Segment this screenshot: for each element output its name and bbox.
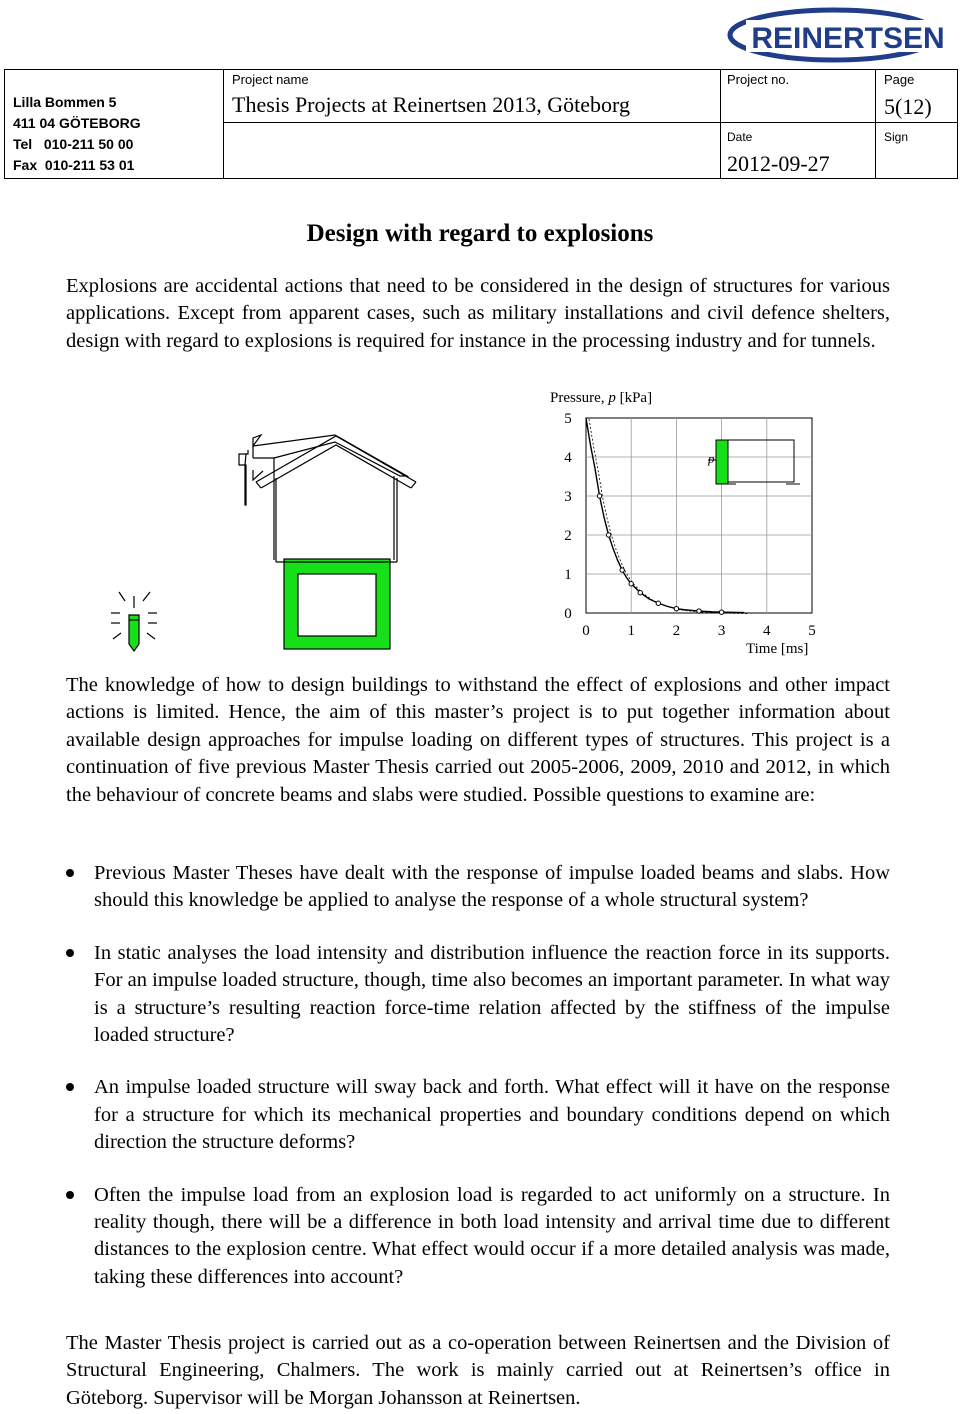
chart-y-tick-label: 3 [564, 489, 572, 505]
list-item: Previous Master Theses have dealt with the response of impulse loaded beams and slabs. How should this knowledge be applied to analyse the response of a whole structural system? [66, 860, 890, 915]
bullet-icon [66, 1074, 76, 1101]
chart-point [697, 609, 701, 613]
bullet-icon [66, 860, 76, 887]
chart-point [620, 568, 624, 572]
chart-y-tick-label: 2 [564, 528, 572, 544]
closing-paragraph: The Master Thesis project is carried out as a co-operation between Reinertsen and the Division of Structural Engineering, Chalmers. The work is mainly carried out at Reinertsen’s office in Göteborg. Supervisor will be Morgan Johansson at Reinertsen. [66, 1332, 890, 1409]
date-value: 2012-09-27 [727, 151, 830, 176]
project-no-label: Project no. [727, 72, 790, 87]
bullet-icon [66, 1182, 76, 1209]
list-item: Often the impulse load from an explosion load is regarded to act uniformly on a structure. In reality though, there will be a difference in both load intensity and arrival time due to different distances to the explosion centre. What effect would occur if a more detailed analysis was made, taking these differences into account? [66, 1182, 890, 1292]
chart-plot [530, 388, 830, 668]
chart-y-tick-label: 5 [564, 411, 572, 427]
chart-xlabel: Time [ms] [746, 641, 809, 657]
sign-label: Sign [884, 130, 909, 144]
project-name: Thesis Projects at Reinertsen 2013, Göteborg [232, 92, 630, 117]
list-item: An impulse loaded structure will sway back and forth. What effect will it have on the response for a structure for which its mechanical properties and boundary conditions depend on which direction the structure deforms? [66, 1074, 890, 1156]
inset-wall [716, 440, 728, 484]
bullet-icon [66, 940, 76, 967]
chart-point [606, 533, 610, 537]
chart-point [674, 607, 678, 611]
chart-x-tick-label: 5 [808, 623, 816, 639]
project-name-label: Project name [232, 72, 309, 87]
list-item: In static analyses the load intensity and distribution influence the reaction force in its supports. For an impulse loaded structure, though, time also becomes an important parameter. In what way is a structure’s resulting reaction force-time relation affected by the stiffness of the impulse loaded structure? [66, 940, 890, 1050]
chart-ylabel: Pressure, p [kPa] [550, 390, 653, 406]
house-roof [256, 436, 416, 562]
explosion-illustration [108, 430, 438, 655]
chart-point [656, 601, 660, 605]
chart-x-tick-label: 1 [627, 623, 635, 639]
svg-text:REINERTSEN: REINERTSEN [751, 22, 945, 55]
explosion-icon [111, 592, 157, 651]
address-street: Lilla Bommen 5 [13, 94, 117, 110]
company-address [13, 92, 141, 176]
pressure-chart [530, 388, 830, 668]
house-drawing [239, 435, 407, 649]
chart-y-tick-label: 4 [564, 450, 572, 466]
date-label: Date [727, 130, 753, 144]
chart-x-tick-label: 0 [582, 623, 590, 639]
chart-x-tick-label: 4 [763, 623, 771, 639]
company-logo [724, 6, 952, 64]
chart-point [629, 582, 633, 586]
chart-point [719, 610, 723, 614]
inset-label: p [708, 451, 715, 466]
page-label: Page [884, 72, 915, 87]
intro-paragraph: Explosions are accidental actions that need to be considered in the design of structures for various applications. Except from apparent cases, such as military installations and civil defence shelters, design with regard to explosions is required for instance in the processing industry and for tunnels. [66, 275, 890, 352]
body-paragraph: The knowledge of how to design buildings to withstand the effect of explosions and other impact actions is limited. Hence, the aim of this master’s project is to put together information about available design approaches for impulse loading on different types of structures. This project is a continuation of five previous Master Thesis carried out 2005-2006, 2009, 2010 and 2012, in which the behaviour of concrete beams and slabs were studied. Possible questions to examine are: [66, 674, 890, 806]
address-fax: Fax 010-211 53 01 [13, 157, 135, 173]
section-title: Design with regard to explosions [306, 220, 654, 247]
page-number: 5(12) [884, 94, 932, 119]
questions-list [66, 860, 890, 1316]
chart-point [597, 494, 601, 498]
chart-x-tick-label: 2 [672, 623, 681, 639]
chart-y-tick-label: 0 [564, 606, 572, 622]
address-tel: Tel 010-211 50 00 [13, 136, 134, 152]
address-city: 411 04 GÖTEBORG [13, 115, 141, 131]
chart-x-tick-label: 3 [717, 623, 726, 639]
header-table [4, 69, 958, 179]
chart-y-tick-label: 1 [564, 567, 572, 583]
chart-point [638, 591, 642, 595]
chart-frame [586, 418, 812, 613]
